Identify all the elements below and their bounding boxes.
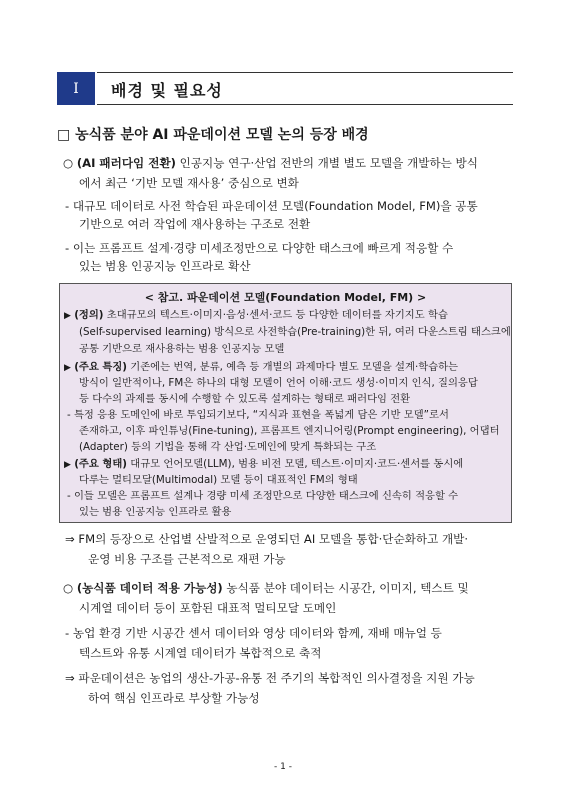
paragraph-line: 에서 최근 ‘기반 모델 재사용’ 중심으로 변화 [79, 176, 299, 190]
box-bullet-cont: 등 다수의 과제를 동시에 수행할 수 있도록 설계하는 형태로 패러다임 전환 [79, 393, 411, 405]
dash-item-cont: 있는 범용 인공지능 인프라로 확산 [79, 259, 251, 273]
page-number: - 1 - [274, 762, 292, 772]
box-dash-cont: 존재하고, 이후 파인튜닝(Fine-tuning), 프롬프트 엔지니어링(Prompt engineering), 어댑터 [79, 425, 500, 437]
paragraph-line [63, 155, 478, 171]
box-bullet-cont: 공통 기반으로 재사용하는 범용 인공지능 모델 [79, 343, 285, 355]
section-number: Ⅰ [57, 72, 95, 105]
box-bullet-cont: 방식이 일반적이나, FM은 하나의 대형 모델이 언어 이해·코드 생성·이미지 인식, 질의응답 [79, 377, 478, 389]
reference-box-title: < 참고. 파운데이션 모델(Foundation Model, FM) > [144, 291, 427, 304]
dash-item-cont: 기반으로 여러 작업에 재사용하는 구조로 전환 [79, 217, 311, 231]
box-bullet-label: (정의) [74, 309, 104, 321]
paragraph-label: (농식품 데이터 적용 가능성) [76, 581, 223, 595]
triangle-bullet-icon: ▶ [64, 363, 71, 373]
box-bullet [64, 308, 448, 323]
section-header [57, 72, 513, 105]
triangle-bullet-icon: ▶ [64, 460, 71, 470]
box-dash-item: - 특정 응용 도메인에 바로 투입되기보다, “지식과 표현을 폭넓게 담은 기반 모델”로서 [67, 409, 449, 421]
paragraph-line [63, 580, 469, 596]
reference-box [59, 283, 512, 523]
box-bullet-cont: (Self-supervised learning) 방식으로 사전학습(Pre-training)한 뒤, 여러 다운스트림 태스크에 [79, 326, 511, 338]
dash-item-cont: 텍스트와 유통 시계열 데이터가 복합적으로 축적 [79, 646, 322, 660]
section-rule-bottom [97, 104, 513, 105]
triangle-bullet-icon: ▶ [64, 311, 71, 321]
result-arrow-cont: 운영 비용 구조를 근본적으로 재편 가능 [88, 552, 286, 566]
paragraph-text: 인공지능 연구·산업 전반의 개별 별도 모델을 개발하는 방식 [175, 156, 478, 170]
box-bullet [64, 457, 463, 472]
bullet-circle: ○ [63, 156, 77, 170]
subsection-heading: □ 농식품 분야 AI 파운데이션 모델 논의 등장 배경 [57, 127, 369, 143]
result-arrow-item: ⇒ 파운데이션은 농업의 생산-가공-유통 전 주기의 복합적인 의사결정을 지원 가능 [65, 671, 475, 685]
paragraph-label: (AI 패러다임 전환) [76, 156, 176, 170]
result-arrow-item: ⇒ FM의 등장으로 산업별 산발적으로 운영되던 AI 모델을 통합·단순화하고 개발· [65, 532, 469, 546]
box-dash-cont: 있는 범용 인공지능 인프라로 활용 [79, 506, 232, 518]
box-bullet-cont: 다루는 멀티모달(Multimodal) 모델 등이 대표적인 FM의 형태 [79, 474, 358, 486]
paragraph-line: 시계열 데이터 등이 포함된 대표적 멀티모달 도메인 [79, 601, 337, 615]
box-bullet-text: 대규모 언어모델(LLM), 범용 비전 모델, 텍스트·이미지·코드·센서를 동시에 [127, 458, 464, 470]
dash-item: - 이는 프롬프트 설계·경량 미세조정만으로 다양한 태스크에 빠르게 적응할 수 [65, 241, 454, 255]
result-arrow-cont: 하여 핵심 인프라로 부상할 가능성 [88, 691, 260, 705]
dash-item: - 농업 환경 기반 시공간 센서 데이터와 영상 데이터와 함께, 재배 매뉴얼 등 [65, 626, 442, 640]
box-bullet-label: (주요 특징) [74, 361, 127, 373]
section-title: 배경 및 필요성 [111, 81, 223, 100]
box-bullet-label: (주요 형태) [74, 458, 127, 470]
section-rule-top [97, 72, 513, 73]
box-bullet [64, 360, 458, 375]
box-dash-item: - 이들 모델은 프롬프트 설계나 경량 미세 조정만으로 다양한 태스크에 신속히 적응할 수 [67, 490, 459, 502]
dash-item: - 대규모 데이터로 사전 학습된 파운데이션 모델(Foundation Model, FM)을 공통 [65, 199, 478, 213]
paragraph-text: 농식품 분야 데이터는 시공간, 이미지, 텍스트 및 [222, 581, 469, 595]
box-dash-cont: (Adapter) 등의 기법을 통해 각 산업·도메인에 맞게 특화되는 구조 [79, 441, 377, 453]
bullet-circle: ○ [63, 581, 77, 595]
box-bullet-text: 초대규모의 텍스트·이미지·음성·센서·코드 등 다양한 데이터를 자기지도 학습 [103, 309, 448, 321]
box-bullet-text: 기존에는 번역, 분류, 예측 등 개별의 과제마다 별도 모델을 설계·학습하는 [127, 361, 459, 373]
